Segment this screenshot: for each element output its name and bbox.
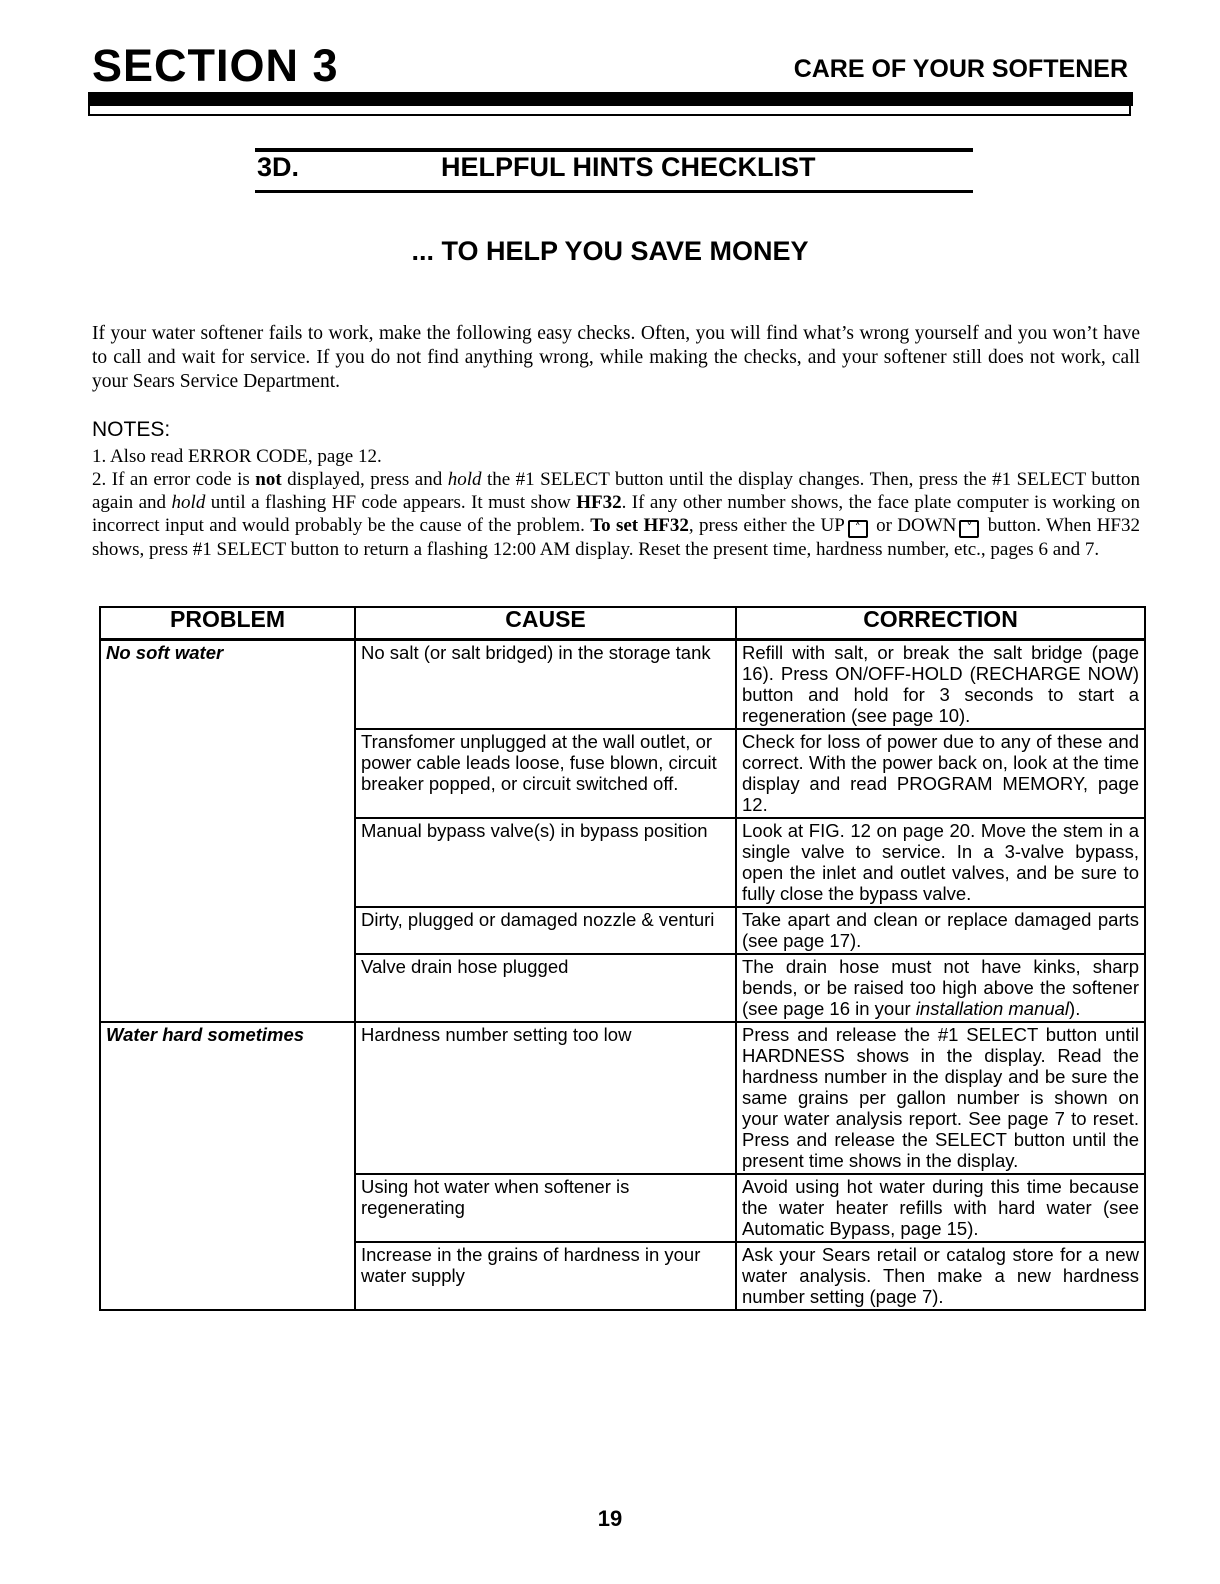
notes-heading: NOTES: <box>92 418 171 441</box>
header-rule <box>88 92 1133 106</box>
up-arrow-key-icon: ˄ <box>848 520 868 538</box>
table-header-row <box>100 607 1145 640</box>
correction-cell: Check for loss of power due to any of these and correct. With the power back on, look at the time display and read PROGRAM MEMORY, page 12. <box>736 729 1145 818</box>
page-number: 19 <box>597 1506 623 1531</box>
hint-number: 3D. <box>257 152 300 182</box>
problem-cell: Water hard sometimes <box>100 1022 355 1310</box>
troubleshooting-table <box>99 606 1146 1311</box>
tagline: ... TO HELP YOU SAVE MONEY <box>411 236 809 266</box>
hint-title: HELPFUL HINTS CHECKLIST <box>441 152 816 182</box>
intro-paragraph: If your water softener fails to work, make the following easy checks. Often, you will find what’s wrong yourself and you won’t have to call and wait for service. If you do not find anything wrong, while making the checks, and your softener still does not work, call your Sears Service Department. <box>92 323 1140 392</box>
header-cause: CAUSE <box>355 607 736 640</box>
notes-list <box>92 445 1140 561</box>
note-1: 1. Also read ERROR CODE, page 12. <box>92 446 382 467</box>
cause-cell: Manual bypass valve(s) in bypass position <box>355 818 736 907</box>
problem-cell: No soft water <box>100 640 355 1023</box>
cause-cell: Hardness number setting too low <box>355 1022 736 1174</box>
correction-cell: Look at FIG. 12 on page 20. Move the stem in a single valve to service. In a 3-valve bypass, open the inlet and outlet valves, and be sure to fully close the bypass valve. <box>736 818 1145 907</box>
header-rule-thin <box>88 106 1131 116</box>
correction-cell: Refill with salt, or break the salt bridge (page 16). Press ON/OFF-HOLD (RECHARGE NOW) button and hold for 3 seconds to start a regeneration (see page 10). <box>736 640 1145 730</box>
header-problem: PROBLEM <box>100 607 355 640</box>
header-correction: CORRECTION <box>736 607 1145 640</box>
cause-cell: Using hot water when softener is regenerating <box>355 1174 736 1242</box>
cause-cell: Valve drain hose plugged <box>355 954 736 1022</box>
cause-cell: Increase in the grains of hardness in your water supply <box>355 1242 736 1310</box>
cause-cell: Dirty, plugged or damaged nozzle & venturi <box>355 907 736 954</box>
correction-cell: Avoid using hot water during this time because the water heater refills with hard water (see Automatic Bypass, page 15). <box>736 1174 1145 1242</box>
correction-cell: Ask your Sears retail or catalog store for a new water analysis. Then make a new hardness number setting (page 7). <box>736 1242 1145 1310</box>
correction-cell: The drain hose must not have kinks, sharp bends, or be raised too high above the softener (see page 16 in your installation manual). <box>736 954 1145 1022</box>
note-2: 2. If an error code is not displayed, press and hold the #1 SELECT button until the display changes. Then, press the #1 SELECT button again and hold until a flashing HF code appears. It must show HF32. If any other number shows, the face plate computer is working on incorrect input and would probably be the cause of the problem. To set HF32, press either the UP ˄ or DOWN ˅ button. When HF32 shows, press #1 SELECT button to return a flashing 12:00 AM display. Reset the present time, hardness number, etc., pages 6 and 7. <box>92 469 1141 560</box>
hint-rule-bottom <box>255 190 973 193</box>
down-arrow-key-icon: ˅ <box>959 520 979 538</box>
section-title: SECTION 3 <box>92 40 339 91</box>
correction-cell: Take apart and clean or replace damaged parts (see page 17). <box>736 907 1145 954</box>
table-row <box>100 640 1145 730</box>
table-row <box>100 1022 1145 1174</box>
cause-cell: Transfomer unplugged at the wall outlet, or power cable leads loose, fuse blown, circuit breaker popped, or circuit switched off. <box>355 729 736 818</box>
correction-cell: Press and release the #1 SELECT button until HARDNESS shows in the display. Read the hardness number in the display and be sure the same grains per gallon number is shown on your water analysis report. See page 7 to reset. Press and release the SELECT button until the present time shows in the display. <box>736 1022 1145 1174</box>
cause-cell: No salt (or salt bridged) in the storage tank <box>355 640 736 730</box>
section-subtitle: CARE OF YOUR SOFTENER <box>793 55 1128 83</box>
